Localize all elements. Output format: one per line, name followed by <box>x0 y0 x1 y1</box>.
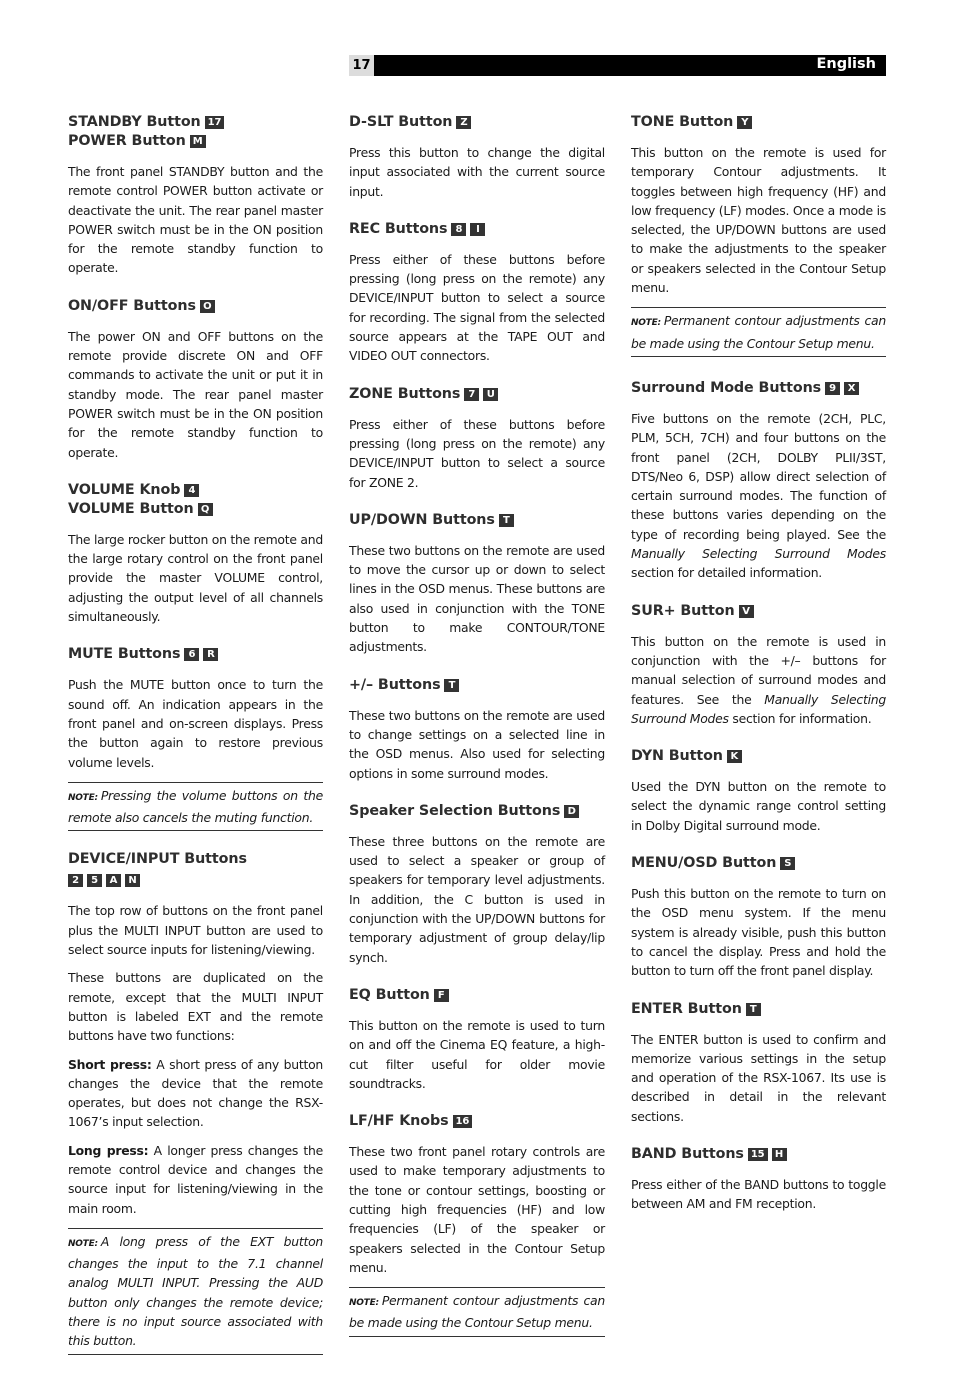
paragraph: This button on the remote is used for temporary Contour adjustments. It toggles between high frequency (HF) and low frequency (LF) modes. Once a mode is selected, the UP/DOWN buttons are used to make the adjustments to the speaker or speakers selected in the Contour Setup menu. <box>631 145 886 296</box>
key-badge: 7 <box>464 388 479 401</box>
key-badge: Z <box>456 116 471 129</box>
paragraph: Five buttons on the remote (2CH, PLC, PLM, 5CH, 7CH) and four buttons on the front panel (2CH, DOLBY PLII/3ST, DTS/Neo 6, DSP) allow direct selection of certain surround modes. The function of these buttons varies depending on the type of recording being played. See the Manually Selecting Surround Modes section for detailed information. <box>631 410 886 581</box>
section-heading: EQ Button F <box>349 986 605 1005</box>
note-box: NOTE: Permanent contour adjustments can be made using the Contour Setup menu. <box>349 1287 605 1337</box>
paragraph: Press either of these buttons before pressing (long press on the remote) any DEVICE/INPUT button to select a source for ZONE 2. <box>349 416 605 490</box>
section-heading: ENTER Button T <box>631 1000 886 1019</box>
key-badge: N <box>125 874 140 887</box>
paragraph: The large rocker button on the remote and the large rotary control on the front panel provide the master VOLUME control, adjusting the output level of all channels simultaneously. <box>68 531 323 625</box>
paragraph: Short press: A short press of any button changes the device that the remote operates, but does not change the RSX-1067’s input selection. <box>68 1056 323 1130</box>
key-badge: I <box>470 223 485 236</box>
section-surround-mode <box>631 379 886 583</box>
key-badge: F <box>434 989 449 1002</box>
page-header-bar <box>349 55 886 76</box>
note-box: NOTE: A long press of the EXT button changes the input to the 7.1 channel analog MULTI INPUT. Pressing the AUD button only changes the remote device; there is no input source associated with this button. <box>68 1228 323 1355</box>
key-badge: V <box>739 605 754 618</box>
section-mute <box>68 645 323 831</box>
language-label: English <box>816 56 876 72</box>
paragraph: These buttons are duplicated on the remote, except that the MULTI INPUT button is labeled EXT and the remote buttons have two functions: <box>68 970 323 1044</box>
key-badge: T <box>499 514 514 527</box>
section-heading: Surround Mode Buttons 9 X <box>631 379 886 398</box>
section-tone <box>631 113 886 357</box>
key-badge: M <box>190 135 206 148</box>
section-plus-minus <box>349 676 605 783</box>
section-heading: REC Buttons 8 I <box>349 220 605 239</box>
section-heading: BAND Buttons 15 H <box>631 1145 886 1164</box>
paragraph: Push this button on the remote to turn on the OSD menu system. If the menu system is already visible, push this button to cancel the display. Press and hold the button to turn off the front panel display. <box>631 886 886 979</box>
note-label: NOTE: <box>68 1238 98 1249</box>
paragraph: Press this button to change the digital input associated with the current source input. <box>349 145 605 199</box>
key-badge: H <box>772 1148 787 1161</box>
paragraph: This button on the remote is used to turn on and off the Cinema EQ feature, a high-cut filter useful for older movie soundtracks. <box>349 1017 605 1091</box>
key-badge: T <box>444 679 459 692</box>
section-heading: Speaker Selection Buttons D <box>349 802 605 821</box>
paragraph: Used the DYN button on the remote to select the dynamic range control setting in Dolby Digital surround mode. <box>631 779 886 833</box>
page-number: 17 <box>349 55 374 76</box>
note-label: NOTE: <box>68 792 98 803</box>
paragraph: These three buttons on the remote are used to select a speaker or group of speakers for temporary level adjustments. In addition, the C button is used in conjunction with the UP/DOWN buttons for temporary adjustment of group delay/lip synch. <box>349 833 605 965</box>
note-label: NOTE: <box>631 318 661 329</box>
key-badge: 9 <box>825 382 840 395</box>
section-dyn <box>631 747 886 835</box>
section-menu-osd <box>631 854 886 980</box>
key-badge: 2 <box>68 874 83 887</box>
key-badge: 17 <box>205 116 225 129</box>
section-eq <box>349 986 605 1093</box>
section-onoff <box>68 297 323 462</box>
paragraph: The power ON and OFF buttons on the remote provide discrete ON and OFF commands to activate the unit or put it in standby mode. The rear panel master POWER switch must be in the ON position for the remote standby function to operate. <box>68 328 323 460</box>
section-heading: DEVICE/INPUT Buttons 2 5 A N <box>68 850 323 890</box>
key-badge: 16 <box>453 1115 473 1128</box>
section-heading: TONE Button Y <box>631 113 886 132</box>
note-label: NOTE: <box>349 1298 379 1309</box>
section-heading: STANDBY Button 17 POWER Button M <box>68 113 323 151</box>
note-box: NOTE: Permanent contour adjustments can be made using the Contour Setup menu. <box>631 307 886 357</box>
key-badges <box>68 871 323 890</box>
key-badge: D <box>564 805 579 818</box>
section-heading: MENU/OSD Button S <box>631 854 886 873</box>
key-badge: 8 <box>451 223 466 236</box>
column-left <box>68 113 323 1374</box>
section-heading: VOLUME Knob 4 VOLUME Button Q <box>68 481 323 519</box>
key-badge: 15 <box>748 1148 768 1161</box>
column-right <box>631 113 886 1233</box>
section-heading: DYN Button K <box>631 747 886 766</box>
section-enter <box>631 1000 886 1126</box>
section-heading: ON/OFF Buttons O <box>68 297 323 316</box>
key-badge: S <box>780 857 795 870</box>
note-box: NOTE: Pressing the volume buttons on the remote also cancels the muting function. <box>68 782 323 832</box>
paragraph: These two buttons on the remote are used to change settings on a selected line in the OSD menus. Also used for selecting options in some surround modes. <box>349 707 605 781</box>
key-badge: Q <box>198 503 213 516</box>
paragraph: These two buttons on the remote are used to move the cursor up or down to select lines in the OSD menus. These buttons are also used in conjunction with the TONE button to make CONTOUR/TONE adjustments. <box>349 542 605 655</box>
paragraph: Press either of the BAND buttons to toggle between AM and FM reception. <box>631 1176 886 1212</box>
paragraph: The front panel STANDBY button and the remote control POWER button activate or deactivate the unit. The rear panel master POWER switch must be in the ON position for the remote standby function to operate. <box>68 164 323 276</box>
section-band <box>631 1145 886 1214</box>
section-lf-hf <box>349 1112 605 1337</box>
section-heading: SUR+ Button V <box>631 602 886 621</box>
section-updown <box>349 511 605 657</box>
section-volume <box>68 481 323 626</box>
key-badge: X <box>844 382 859 395</box>
section-rec <box>349 220 605 366</box>
section-dslt <box>349 113 605 201</box>
key-badge: 6 <box>184 648 199 661</box>
section-device-input <box>68 850 323 1354</box>
paragraph: Long press: A longer press changes the remote control device and changes the source input for listening/viewing in the main room. <box>68 1142 323 1216</box>
section-sur-plus <box>631 602 886 728</box>
section-heading: UP/DOWN Buttons T <box>349 511 605 530</box>
key-badge: 4 <box>184 484 199 497</box>
section-speaker-selection <box>349 802 605 967</box>
paragraph: Press either of these buttons before pressing (long press on the remote) any DEVICE/INPUT button to select a source for recording. The signal from the selected source appears at the TAPE OUT and VIDEO OUT connectors. <box>349 251 605 364</box>
key-badge: O <box>200 300 215 313</box>
section-heading: ZONE Buttons 7 U <box>349 385 605 404</box>
key-badge: Y <box>737 116 752 129</box>
key-badge: A <box>106 874 121 887</box>
key-badge: K <box>727 750 742 763</box>
key-badge: U <box>483 388 498 401</box>
paragraph: Push the MUTE button once to turn the sound off. An indication appears in the front panel and on-screen displays. Press the button again to restore previous volume levels. <box>68 677 323 770</box>
paragraph: The top row of buttons on the front panel plus the MULTI INPUT button are used to select source inputs for listening/viewing. <box>68 903 323 958</box>
key-badge: T <box>746 1003 761 1016</box>
section-heading: D-SLT Button Z <box>349 113 605 132</box>
paragraph: The ENTER button is used to confirm and memorize various settings in the setup and operation of the RSX-1067. Its use is described in detail in the relevant sections. <box>631 1031 886 1124</box>
paragraph: This button on the remote is used in conjunction with the +/– buttons for manual selection of surround modes and features. See the Manually Selecting Surround Modes section for information. <box>631 633 887 726</box>
paragraph: These two front panel rotary controls are used to make temporary adjustments to the tone or contour settings, boosting or cutting high frequencies (HF) and low frequencies (LF) of the speaker or speakers selected in the Contour Setup menu. <box>349 1144 605 1275</box>
section-heading: +/– Buttons T <box>349 676 605 695</box>
section-heading: MUTE Buttons 6 R <box>68 645 323 664</box>
column-middle <box>349 113 605 1356</box>
key-badge: R <box>203 648 218 661</box>
section-standby <box>68 113 323 278</box>
section-heading: LF/HF Knobs 16 <box>349 1112 605 1131</box>
key-badge: 5 <box>87 874 102 887</box>
section-zone <box>349 385 605 492</box>
